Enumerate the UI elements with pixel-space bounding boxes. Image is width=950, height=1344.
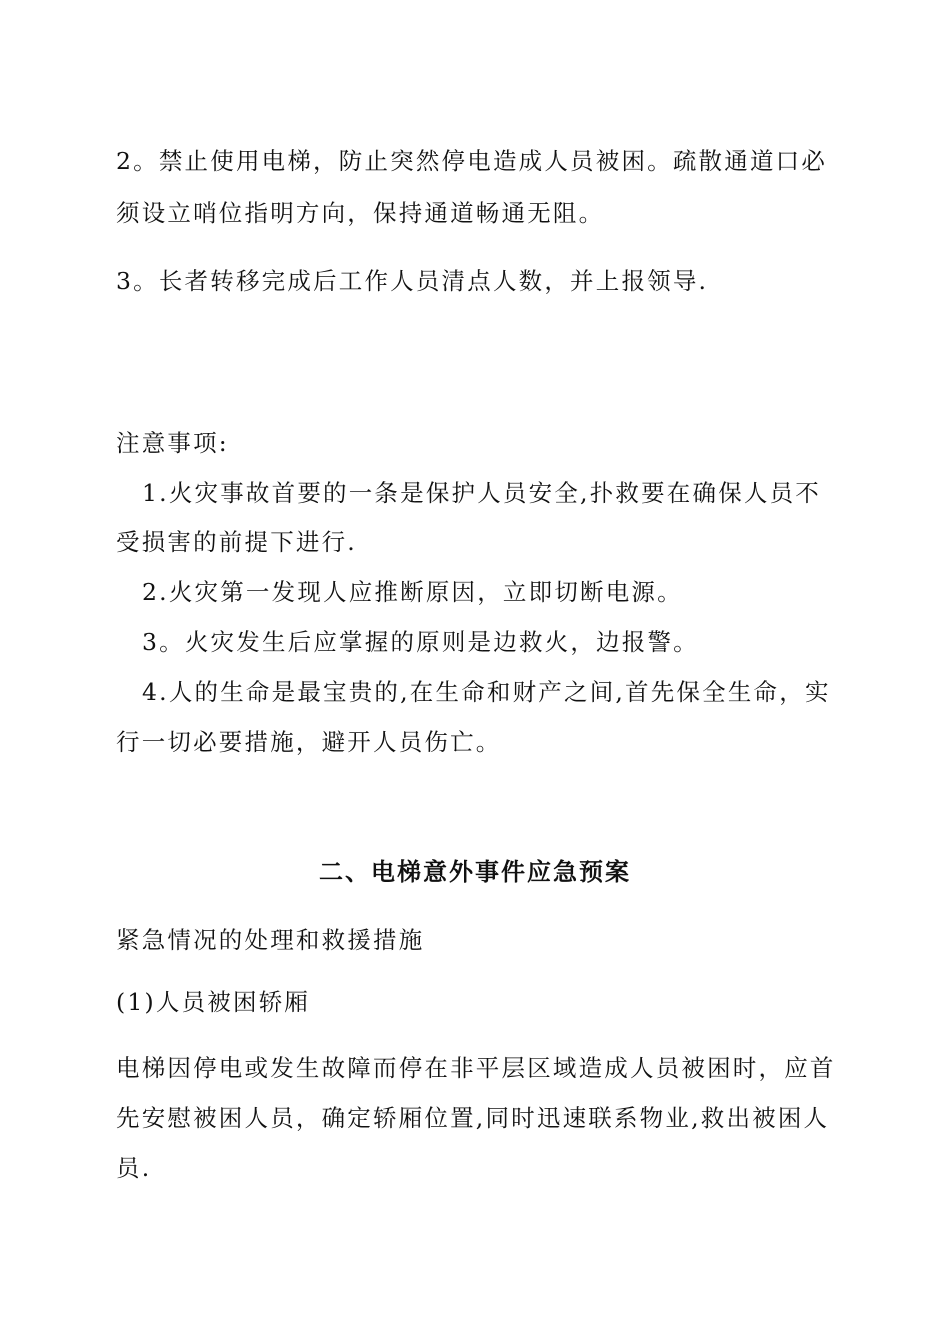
note-4-line-2: 行一切必要措施，避开人员伤亡。 <box>116 728 502 756</box>
paragraph-line-3: 员. <box>116 1154 152 1182</box>
note-1-line-1: 1.火灾事故首要的一条是保护人员安全,扑救要在确保人员不 <box>142 479 821 507</box>
item-2-line-1: 2。禁止使用电梯，防止突然停电造成人员被困。疏散通道口必 <box>116 147 828 175</box>
note-1-line-2: 受损害的前提下进行. <box>116 528 357 556</box>
note-2: 2.火灾第一发现人应推断原因，立即切断电源。 <box>142 578 683 606</box>
notes-title: 注意事项: <box>116 429 229 457</box>
paragraph-line-1: 电梯因停电或发生故障而停在非平层区域造成人员被困时，应首 <box>116 1054 836 1082</box>
paragraph-line-2: 先安慰被困人员，确定轿厢位置,同时迅速联系物业,救出被困人 <box>116 1104 830 1132</box>
section-heading: 二、电梯意外事件应急预案 <box>319 858 631 886</box>
section-subheading: 紧急情况的处理和救援措施 <box>116 926 425 954</box>
note-3: 3。火灾发生后应掌握的原则是边救火，边报警。 <box>142 628 699 656</box>
note-4-line-1: 4.人的生命是最宝贵的,在生命和财产之间,首先保全生命，实 <box>142 678 831 706</box>
case-1-title: (1)人员被困轿厢 <box>116 988 311 1016</box>
item-3: 3。长者转移完成后工作人员清点人数，并上报领导. <box>116 267 709 295</box>
item-2-line-2: 须设立哨位指明方向，保持通道畅通无阻。 <box>116 199 605 227</box>
